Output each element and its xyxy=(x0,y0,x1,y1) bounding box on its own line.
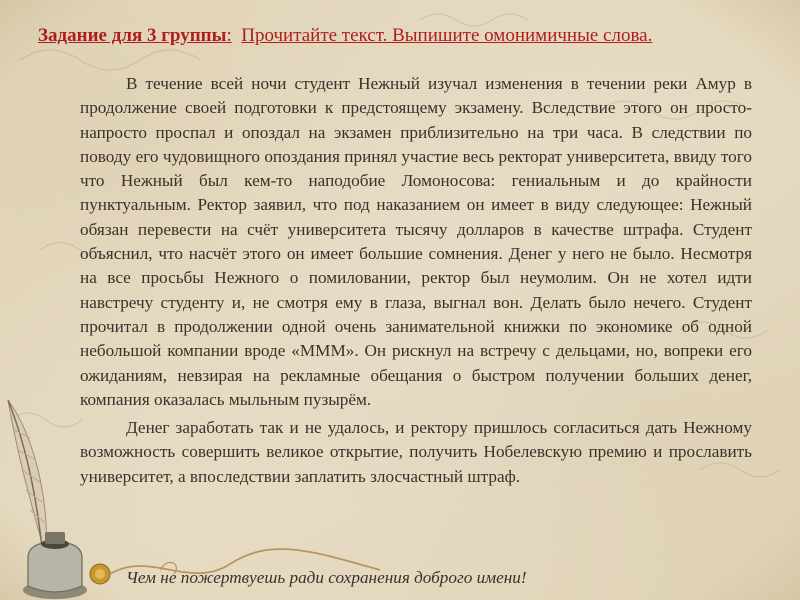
story-text xyxy=(80,72,752,489)
group-label: Задание для 3 группы xyxy=(38,25,227,46)
title-colon: : xyxy=(226,25,232,46)
task-title xyxy=(38,24,768,48)
swirl-ornament xyxy=(60,540,390,600)
paragraph-2: Денег заработать так и не удалось, и ректору пришлось согласиться дать Нежному возможность совершить великое открытие, получить Нобелевскую премию и прославить университет, а впоследствии заплатить злосчастный штраф. xyxy=(80,418,752,486)
paragraph-1: В течение всей ночи студент Нежный изучал изменения в течении реки Амур в продолжение своей подготовки к предстоящему экзамену. Вследствие этого он просто-напросто проспал и опоздал на экзамен приблизительно на три часа. В следствии по поводу его чудовищного опоздания принял участие весь ректорат университета, ввиду того что Нежный был кем-то наподобие Ломоносова: гениальным и до крайности пунктуальным. Ректор заявил, что под наказанием он имеет в виду следующее: Нежный обязан перевести на счёт университета тысячу долларов в качестве штрафа. Студент объяснил, что насчёт этого он имеет большие сомнения. Денег у него не было. Несмотря на все просьбы Нежного о помиловании, ректор был неумолим. Он не хотел идти навстречу студенту и, не смотря ему в глаза, выгнал вон. Делать было нечего. Студент прочитал в продолжении одной очень занимательной книжки по экономике об одной небольшой компании вроде «МММ». Он рискнул на встречу с дельцами, но, вопреки его ожиданиям, невзирая на рекламные обещания о быстром получении больших денег, компания оказалась мыльным пузырём. xyxy=(80,74,752,409)
closing-line: Чем не пожертвуешь ради сохранения доброго имени! xyxy=(126,568,527,587)
task-instruction: Прочитайте текст. Выпишите омонимичные слова. xyxy=(241,25,653,46)
